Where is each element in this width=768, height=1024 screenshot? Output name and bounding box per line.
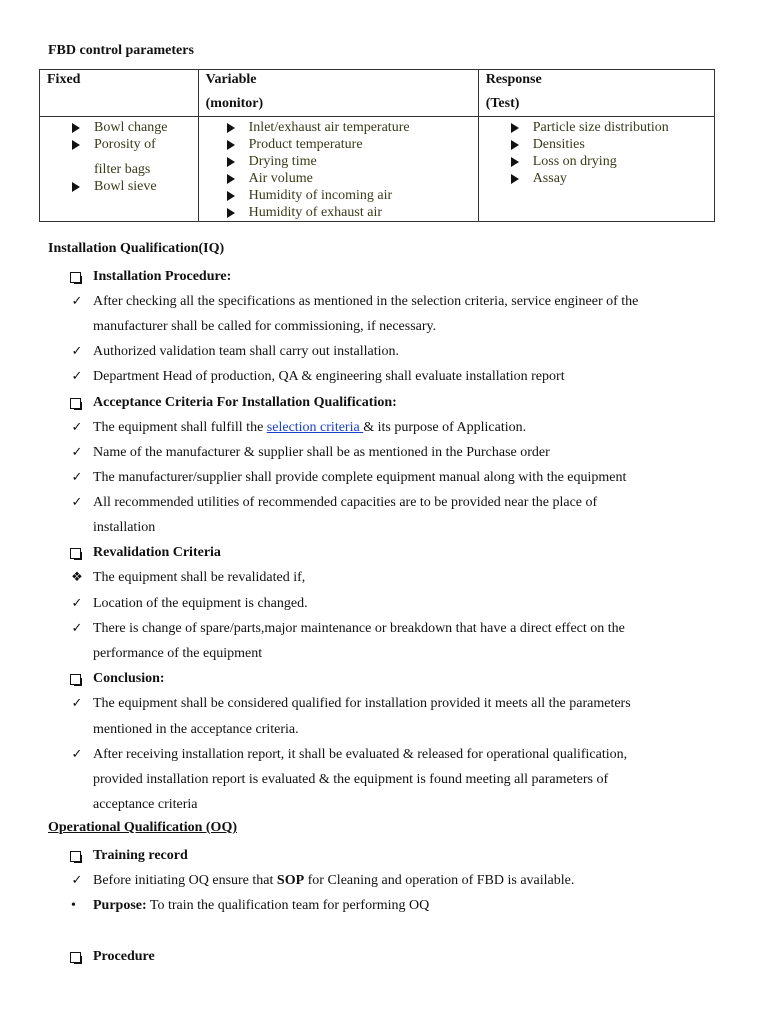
- arrow-bullet-icon: [227, 191, 235, 201]
- doc-title: FBD control parameters: [48, 43, 194, 58]
- arrow-bullet-icon: [227, 174, 235, 184]
- list-item: Particle size distribution: [479, 119, 714, 136]
- iq-acceptance-heading-row: Acceptance Criteria For Installation Qualification:: [68, 390, 728, 415]
- list-item: Densities: [479, 136, 714, 153]
- table-body-row: [40, 117, 715, 222]
- header-variable: Variable (monitor): [198, 70, 478, 117]
- list-item: Drying time: [199, 153, 478, 170]
- checkbox-square-icon: [70, 548, 81, 559]
- checkbox-square-icon: [70, 398, 81, 409]
- list-item: ✓ Name of the manufacturer & supplier shall be as mentioned in the Purchase order: [68, 440, 728, 465]
- list-item: Air volume: [199, 170, 478, 187]
- list-item: ✓ After checking all the specifications as mentioned in the selection criteria, service engineer of the: [68, 289, 728, 314]
- list-item: ❖ The equipment shall be revalidated if,: [68, 565, 728, 590]
- list-item: Loss on drying: [479, 153, 714, 170]
- cell-fixed: [40, 117, 199, 222]
- list-item: ✓ All recommended utilities of recommended capacities are to be provided near the place of: [68, 490, 728, 515]
- list-item: ✓ The equipment shall be considered qualified for installation provided it meets all the parameters: [68, 691, 728, 716]
- list-item: • Purpose: To train the qualification team for performing OQ: [68, 893, 728, 918]
- list-item: ✓ Department Head of production, QA & engineering shall evaluate installation report: [68, 364, 728, 389]
- fbd-parameters-table: [39, 69, 715, 222]
- checkmark-icon: ✓: [71, 495, 83, 510]
- checkmark-icon: ✓: [71, 294, 83, 309]
- list-item: ✓ There is change of spare/parts,major maintenance or breakdown that have a direct effect on the: [68, 616, 728, 641]
- oq-procedure-heading-row: Procedure: [68, 944, 728, 969]
- checkmark-icon: ✓: [71, 873, 83, 888]
- arrow-bullet-icon: [227, 123, 235, 133]
- iq-revalidation-heading-row: Revalidation Criteria: [68, 540, 728, 565]
- list-item: Product temperature: [199, 136, 478, 153]
- diamond-bullet-icon: ❖: [71, 570, 83, 585]
- list-item: Humidity of exhaust air: [199, 204, 478, 221]
- cell-variable: [198, 117, 478, 222]
- header-response: Response (Test): [478, 70, 714, 117]
- list-item: Inlet/exhaust air temperature: [199, 119, 478, 136]
- checkbox-square-icon: [70, 851, 81, 862]
- list-item: Humidity of incoming air: [199, 187, 478, 204]
- table-header-row: [40, 70, 715, 117]
- checkbox-square-icon: [70, 272, 81, 283]
- arrow-bullet-icon: [72, 182, 80, 192]
- oq-training-heading-row: Training record: [68, 843, 728, 868]
- checkmark-icon: ✓: [71, 596, 83, 611]
- checkmark-icon: ✓: [71, 696, 83, 711]
- list-item: performance of the equipment: [93, 646, 263, 661]
- checkmark-icon: ✓: [71, 621, 83, 636]
- list-item: provided installation report is evaluated & the equipment is found meeting all parameters of: [93, 772, 609, 787]
- iq-conclusion-heading-row: Conclusion:: [68, 666, 728, 691]
- checkmark-icon: ✓: [71, 420, 83, 435]
- arrow-bullet-icon: [227, 157, 235, 167]
- checkmark-icon: ✓: [71, 470, 83, 485]
- list-item: Bowl change: [40, 119, 198, 136]
- checkbox-square-icon: [70, 952, 81, 963]
- dot-bullet-icon: •: [71, 898, 76, 913]
- checkmark-icon: ✓: [71, 445, 83, 460]
- list-item: acceptance criteria: [93, 797, 198, 812]
- list-item: ✓ The equipment shall fulfill the selection criteria & its purpose of Application.: [68, 415, 728, 440]
- list-item: ✓ The manufacturer/supplier shall provide complete equipment manual along with the equipment: [68, 465, 728, 490]
- list-item: ✓ After receiving installation report, it shall be evaluated & released for operational qualification,: [68, 742, 728, 767]
- checkmark-icon: ✓: [71, 369, 83, 384]
- cell-response: [478, 117, 714, 222]
- arrow-bullet-icon: [72, 140, 80, 150]
- arrow-bullet-icon: [511, 157, 519, 167]
- list-item: Bowl sieve: [40, 178, 198, 195]
- arrow-bullet-icon: [227, 208, 235, 218]
- list-item: mentioned in the acceptance criteria.: [93, 722, 299, 737]
- list-item: installation: [93, 520, 156, 535]
- list-item: Assay: [479, 170, 714, 187]
- list-item: ✓ Location of the equipment is changed.: [68, 591, 728, 616]
- list-item: manufacturer shall be called for commissioning, if necessary.: [93, 319, 437, 334]
- oq-heading: Operational Qualification (OQ): [48, 820, 237, 835]
- arrow-bullet-icon: [227, 140, 235, 150]
- arrow-bullet-icon: [511, 140, 519, 150]
- checkbox-square-icon: [70, 674, 81, 685]
- header-fixed: Fixed: [40, 70, 199, 117]
- iq-heading: Installation Qualification(IQ): [48, 241, 225, 256]
- arrow-bullet-icon: [72, 123, 80, 133]
- list-item: ✓ Authorized validation team shall carry out installation.: [68, 339, 728, 364]
- selection-criteria-link[interactable]: selection criteria: [266, 420, 364, 435]
- arrow-bullet-icon: [511, 174, 519, 184]
- list-item: ✓ Before initiating OQ ensure that SOP for Cleaning and operation of FBD is available.: [68, 868, 728, 893]
- list-item: Porosity of filter bags: [40, 136, 198, 178]
- arrow-bullet-icon: [511, 123, 519, 133]
- checkmark-icon: ✓: [71, 747, 83, 762]
- checkmark-icon: ✓: [71, 344, 83, 359]
- iq-procedure-heading-row: Installation Procedure:: [68, 264, 728, 289]
